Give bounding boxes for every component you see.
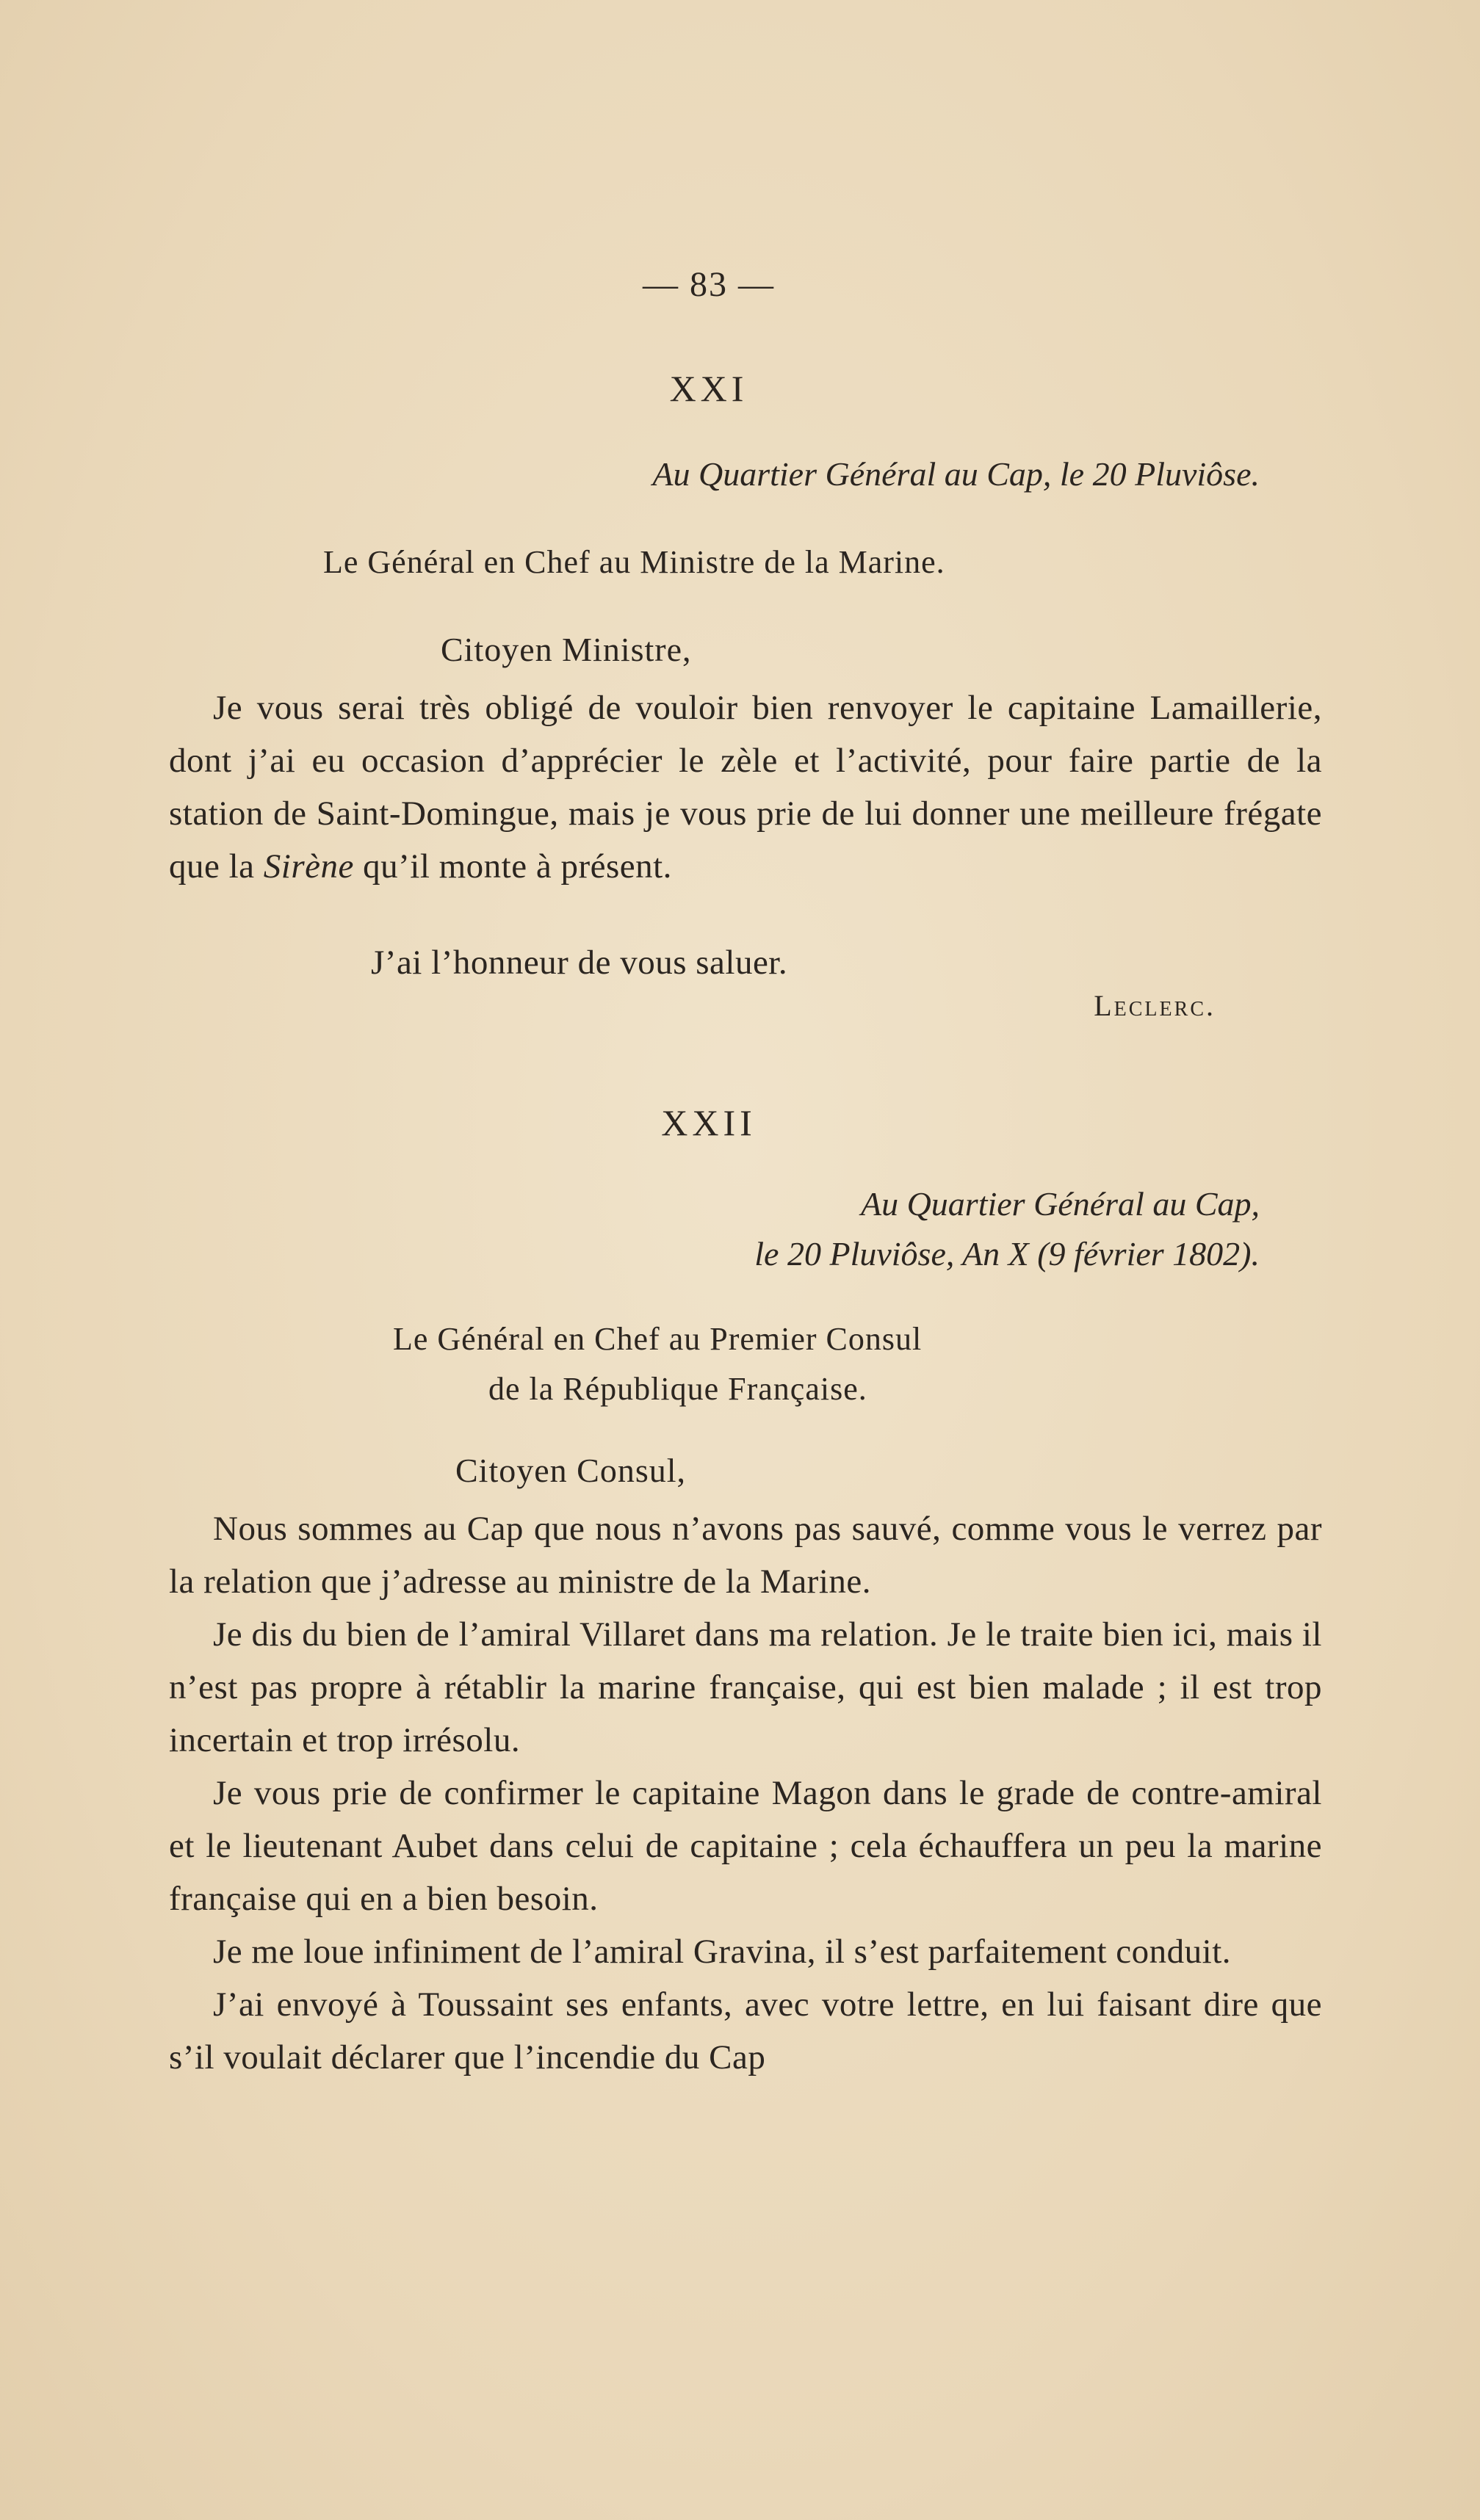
letter1-body: [169, 681, 1322, 893]
letter2-address-line2: de la République Française.: [488, 1371, 867, 1407]
letter2-paragraph: Je vous prie de confirmer le capitaine Magon dans le grade de contre-amiral et le lieutenant Aubet dans celui de capitaine ; cela échauffera un peu la marine française qui en a bien besoin.: [169, 1774, 1322, 1918]
letter2-address: [393, 1314, 922, 1414]
letter2-dateline-line1: Au Quartier Général au Cap,: [860, 1185, 1260, 1223]
letter2-dateline: [754, 1179, 1260, 1279]
letter2-address-line1: Le Général en Chef au Premier Consul: [393, 1321, 923, 1357]
letter-number-xxi: XXI: [669, 368, 748, 409]
letter1-dateline: Au Quartier Général au Cap, le 20 Pluviôse.: [652, 455, 1260, 493]
letter1-address: Le Général en Chef au Ministre de la Marine.: [323, 544, 945, 580]
letter1-signature: Leclerc.: [1094, 989, 1216, 1022]
letter1-body-text-a: Je vous serai très obligé de vouloir bien renvoyer le capitaine Lamaillerie, dont j’ai eu occasion d’apprécier le zèle et l’activité, pour faire partie de la station de Saint-Domingue, mais je vous prie de lui donner une meilleure frégate que la: [169, 689, 1322, 886]
letter2-paragraph: J’ai envoyé à Toussaint ses enfants, avec votre lettre, en lui faisant dire que s’il voulait déclarer que l’incendie du Cap: [169, 1985, 1322, 2077]
letter2-body: [169, 1502, 1322, 2084]
letter1-paragraph: [169, 681, 1322, 893]
letter1-salutation: Citoyen Ministre,: [441, 631, 692, 668]
letter2-salutation: Citoyen Consul,: [455, 1452, 687, 1489]
page-number: — 83 —: [643, 265, 775, 304]
letter2-dateline-line2: le 20 Pluviôse, An X (9 février 1802).: [754, 1235, 1260, 1272]
letter1-body-text-b: qu’il monte à présent.: [353, 847, 672, 886]
letter1-ship-name: Sirène: [263, 847, 354, 886]
letter2-paragraph: Je me loue infiniment de l’amiral Gravina, il s’est parfaitement conduit.: [213, 1933, 1232, 1971]
letter2-paragraph: Je dis du bien de l’amiral Villaret dans ma relation. Je le traite bien ici, mais il n’est pas propre à rétablir la marine française, qui est bien malade ; il est trop incertain et trop irrésolu.: [169, 1615, 1322, 1759]
letter2-paragraph: Nous sommes au Cap que nous n’avons pas sauvé, comme vous le verrez par la relation que j’adresse au ministre de la Marine.: [169, 1510, 1322, 1601]
letter1-closing: J’ai l’honneur de vous saluer.: [371, 944, 788, 982]
letter-number-xxii: XXII: [661, 1102, 757, 1143]
